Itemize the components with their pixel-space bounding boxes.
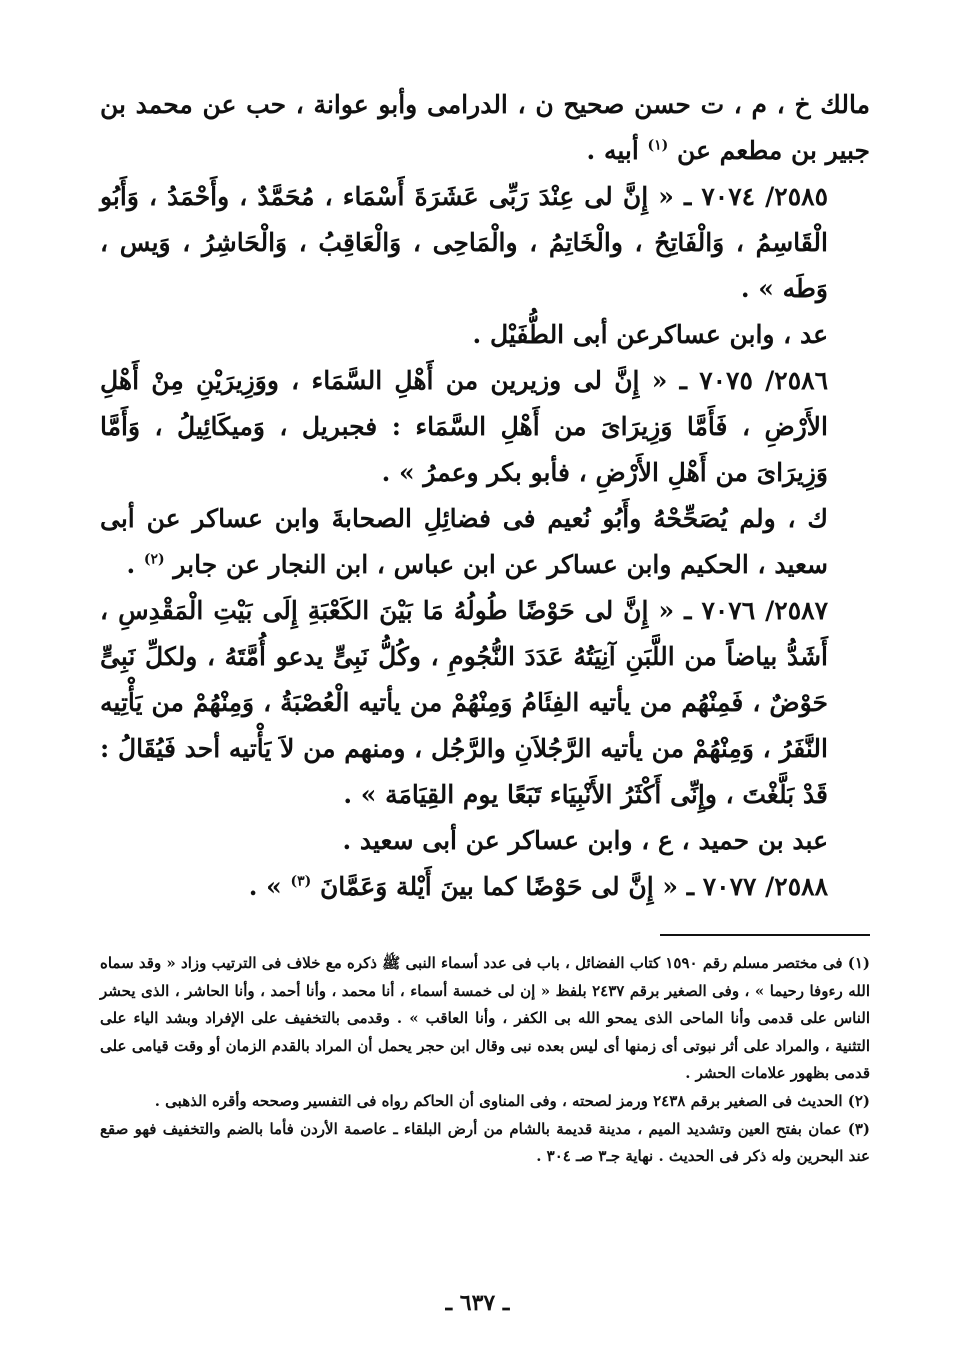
hadith-text: « إِنَّ لى حَوْضًا كما بينَ أَيْلة وَعَمَّانَ — [319, 872, 687, 901]
hadith-number: ٢٥٨٨/ ٧٠٧٧ ـ — [686, 872, 828, 901]
footnote-divider — [660, 934, 870, 936]
hadith-text-end: » . — [248, 872, 291, 901]
footnotes — [100, 950, 870, 1171]
source-text-end: أبيه . — [586, 136, 648, 165]
footnote-1: (١) فى مختصر مسلم رقم ١٥٩٠ كتاب الفضائل ، باب فى عدد أسماء النبى ﷺ ذكره مع خلاف فى الترتيب وزاد « وقد سماه الله رءوفا رحيما » ، وفى الصغير برقم ٢٤٣٧ بلفظ « إن لى خمسة أسماء ، أنا محمد ، وأنا أحمد ، وأنا الحاشر ، الذى يحشر الناس على قدمى وأنا الماحى الذى يمحو الله بى الكفر ، وأنا العاقب » . وقدمى بالتخفيف على الإفراد وبشد الياء على التثنية ، والمراد على أثر نبوتى أى زمنها أى ليس بعده نبى وقال ابن حجر يحمل أن المراد بالقدم الزمان أو وقت قيامى على قدمى بظهور علامات الحشر . — [100, 954, 871, 1083]
source-text: مالك خ ، م ، ت حسن صحيح ن ، الدرامى وأبو عوانة ، حب عن محمد بن جبير بن مطعم عن — [100, 90, 870, 165]
source-line — [100, 82, 870, 174]
source-text: ك ، ولم يُصَحِّحْهُ وأَبُو نُعيم فى فضائِلِ الصحابةَ وابن عساكر عن أبى سعيد ، الحكيم وابن عساكر عن ابن عباس ، ابن النجار عن جابر — [100, 504, 828, 579]
hadith-text: « إِنَّ لى وزيرين من أَهْلِ السَّمَاء ، ووَزِيرَيْنِ مِنْ أَهْلِ الأَرْضِ ، فَأَمَّا وَزِيرَاىَ من أَهْلِ السَّمَاء : فجبريل ، وَميكَائِيلُ ، وَأَمَّا وَزِيرَاىَ من أَهْلِ الأَرْضِ ، فأبو بكر وعمرُ » . — [100, 366, 828, 487]
hadith-number: ٢٥٨٦/ ٧٠٧٥ ـ — [679, 366, 828, 395]
hadith-number: ٢٥٨٧/ ٧٠٧٦ ـ — [684, 596, 828, 625]
footnote-2: (٢) الحديث فى الصغير برقم ٢٤٣٨ ورمز لصحته ، وفى المناوى أن الحاكم رواه فى التفسير وصححه وأقره الذهبى . — [154, 1091, 870, 1110]
footnote-ref: (٢) — [143, 551, 165, 568]
hadith-source: عد ، وابن عساكرعن أبى الطُّفَيْل . — [472, 320, 828, 349]
hadith-number: ٢٥٨٥/ ٧٠٧٤ ـ — [683, 182, 828, 211]
hadith-2587 — [100, 588, 870, 818]
hadith-2586 — [100, 358, 870, 496]
main-text — [100, 82, 870, 910]
hadith-2585 — [100, 174, 870, 312]
footnote-ref: (٣) — [290, 873, 312, 890]
page-number: ـ ٦٣٧ ـ — [445, 1290, 510, 1316]
hadith-text: « إِنَّ لى عِنْدَ رَبِّى عَشَرَةَ أَسْمَاء ، مُحَمَّدٌ ، وأَحْمَدُ ، وَأَبُو الْقَاسِمُ ، وَالْفَاتِحُ ، والْخَاتِمُ ، والْمَاحِى ، وَالْعَاقِبُ ، وَالْحَاشِرُ ، وَيس ، وَطَه » . — [100, 182, 828, 303]
footnote-3: (٣) عمان بفتح العين وتشديد الميم ، مدينة قديمة بالشام من أرض البلقاء ـ عاصمة الأردن فأما بالضم والتخفيف فهو صقع عند البحرين وله ذكر فى الحديث . نهاية جـ٣ صـ ٣٠٤ . — [100, 1119, 870, 1166]
footnote-ref: (١) — [647, 137, 669, 154]
hadith-source — [100, 496, 870, 588]
hadith-2588 — [100, 864, 870, 910]
hadith-text: « إِنَّ لى حَوْضًا طُولُهُ مَا بَيْنَ الكَعْبَةِ إِلَى بَيْتِ الْمَقْدِسِ ، أَشَدُّ بياضاً من اللَّبَنِ آنِيَتُهُ عَدَدَ النُّجُومِ ، وكُلُّ نَبِىٍّ يدعو أُمَّتَهُ ، ولكلِّ نَبِىٍّ حَوْضٌ ، فَمِنْهُم من يأتيه الفِئَامُ وَمِنْهُمْ من يأتيه الْعُصْبَةُ ، وَمِنْهُمْ من يَأْتِيه النَّفَرُ ، وَمِنْهُمْ من يأتيه الرَّجُلاَنِ والرَّجُل ، ومنهم من لاَ يَأْتيه أحد فَيُقَالُ : قَدْ بَلَّغْتَ ، وإِنِّى أَكْثَرُ الأَنْبِيَاء تَبَعًا يوم القِيَامَة » . — [100, 596, 828, 809]
hadith-source: عبد بن حميد ، ع ، وابن عساكر عن أبى سعيد . — [342, 826, 828, 855]
source-text-end: . — [126, 550, 144, 579]
